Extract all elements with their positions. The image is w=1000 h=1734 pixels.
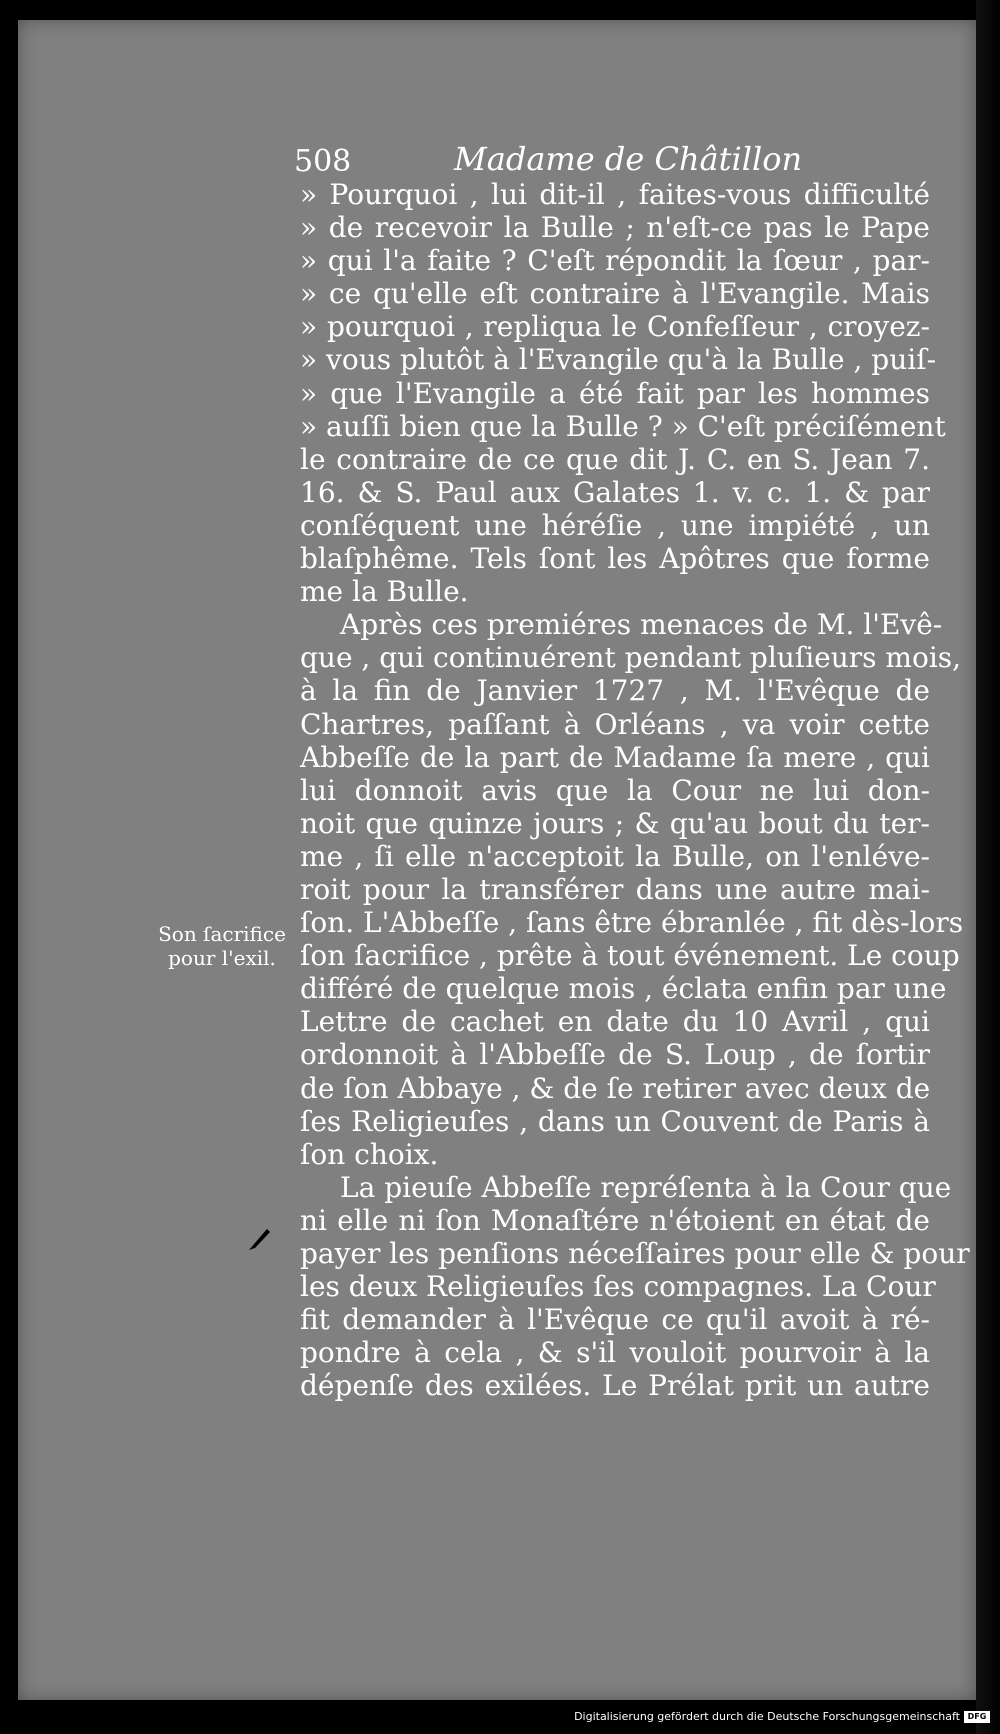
body-text xyxy=(300,178,970,1403)
text-line: les deux Religieuſes ſes compagnes. La Cour xyxy=(300,1270,936,1304)
text-line: » qui l'a faite ? C'eſt répondit la ſœur , par- xyxy=(300,244,930,278)
text-line: dépenſe des exilées. Le Prélat prit un autre xyxy=(300,1369,930,1403)
paragraph-start-line: La pieuſe Abbeſſe repréſenta à la Cour que xyxy=(340,1170,952,1204)
text-line: payer les penſions néceſſaires pour elle & pour xyxy=(300,1237,970,1270)
text-line: ſon. L'Abbeſſe , ſans être ébranlée , fit dès-lors xyxy=(300,906,964,940)
text-line: me la Bulle. xyxy=(300,575,469,609)
text-line: lui donnoit avis que la Cour ne lui don- xyxy=(300,773,930,807)
text-line: » pourquoi , repliqua le Confeſſeur , croyez- xyxy=(300,310,930,344)
text-line: » vous plutôt à l'Evangile qu'à la Bulle , puiſ- xyxy=(300,343,937,377)
digitization-footer xyxy=(18,1706,994,1728)
margin-note-line: Son ſacrifice xyxy=(158,922,286,946)
text-line: noit que quinze jours ; & qu'au bout du ter- xyxy=(300,806,930,840)
text-line: Abbeſſe de la part de Madame ſa mere , qui xyxy=(300,740,930,774)
text-line: ſon choix. xyxy=(300,1137,439,1171)
text-line: blaſphême. Tels ſont les Apôtres que forme xyxy=(300,542,930,576)
page-number: 508 xyxy=(294,144,352,179)
text-line: Lettre de cachet en date du 10 Avril , qui xyxy=(300,1005,930,1039)
text-line: différé de quelque mois , éclata enfin par une xyxy=(300,972,947,1006)
text-line: Chartres, paſſant à Orléans , va voir cette xyxy=(300,707,930,741)
ink-smudge-mark xyxy=(247,1226,271,1252)
running-title: Madame de Châtillon xyxy=(454,140,803,178)
text-line: le contraire de ce que dit J. C. en S. Jean 7. xyxy=(300,442,930,476)
dfg-logo: DFG xyxy=(964,1711,990,1723)
page-header xyxy=(294,140,934,182)
text-line: conſéquent une héréſie , une impiété , un xyxy=(300,508,930,542)
text-line: ordonnoit à l'Abbeſſe de S. Loup , de ſortir xyxy=(300,1038,930,1072)
margin-note xyxy=(148,922,296,970)
text-line: » de recevoir la Bulle ; n'eſt-ce pas le Pape xyxy=(300,211,930,245)
paragraph-start-line: Après ces premiéres menaces de M. l'Evê- xyxy=(340,608,943,642)
text-line: que , qui continuérent pendant pluſieurs mois, xyxy=(300,641,962,675)
text-line: » auſſi bien que la Bulle ? » C'eſt préciſément xyxy=(300,409,946,443)
text-line: ſon ſacrifice , prête à tout événement. Le coup xyxy=(300,939,960,973)
text-line: ſes Religieuſes , dans un Couvent de Paris à xyxy=(300,1104,930,1138)
footer-credit: Digitalisierung gefördert durch die Deutsche Forschungsgemeinschaft xyxy=(574,1710,960,1723)
text-line: roit pour la transférer dans une autre mai- xyxy=(300,872,930,906)
margin-note-line: pour l'exil. xyxy=(168,946,276,970)
text-line: me , ſi elle n'acceptoit la Bulle, on l'enléve- xyxy=(300,839,930,873)
text-line: » ce qu'elle eſt contraire à l'Evangile. Mais xyxy=(300,277,930,311)
text-line: 16. & S. Paul aux Galates 1. v. c. 1. & par xyxy=(300,475,930,509)
text-line: ni elle ni ſon Monaſtére n'étoient en état de xyxy=(300,1203,930,1237)
text-line: pondre à cela , & s'il vouloit pourvoir à la xyxy=(300,1336,930,1370)
text-line: » Pourquoi , lui dit-il , faites-vous difficulté xyxy=(300,178,930,211)
text-line: de ſon Abbaye , & de ſe retirer avec deux de xyxy=(300,1071,931,1105)
text-line: à la fin de Janvier 1727 , M. l'Evêque de xyxy=(300,674,930,708)
binding-edge xyxy=(976,0,1000,1734)
text-line: fit demander à l'Evêque ce qu'il avoit à ré- xyxy=(300,1303,930,1337)
text-line: » que l'Evangile a été fait par les hommes xyxy=(300,376,930,410)
